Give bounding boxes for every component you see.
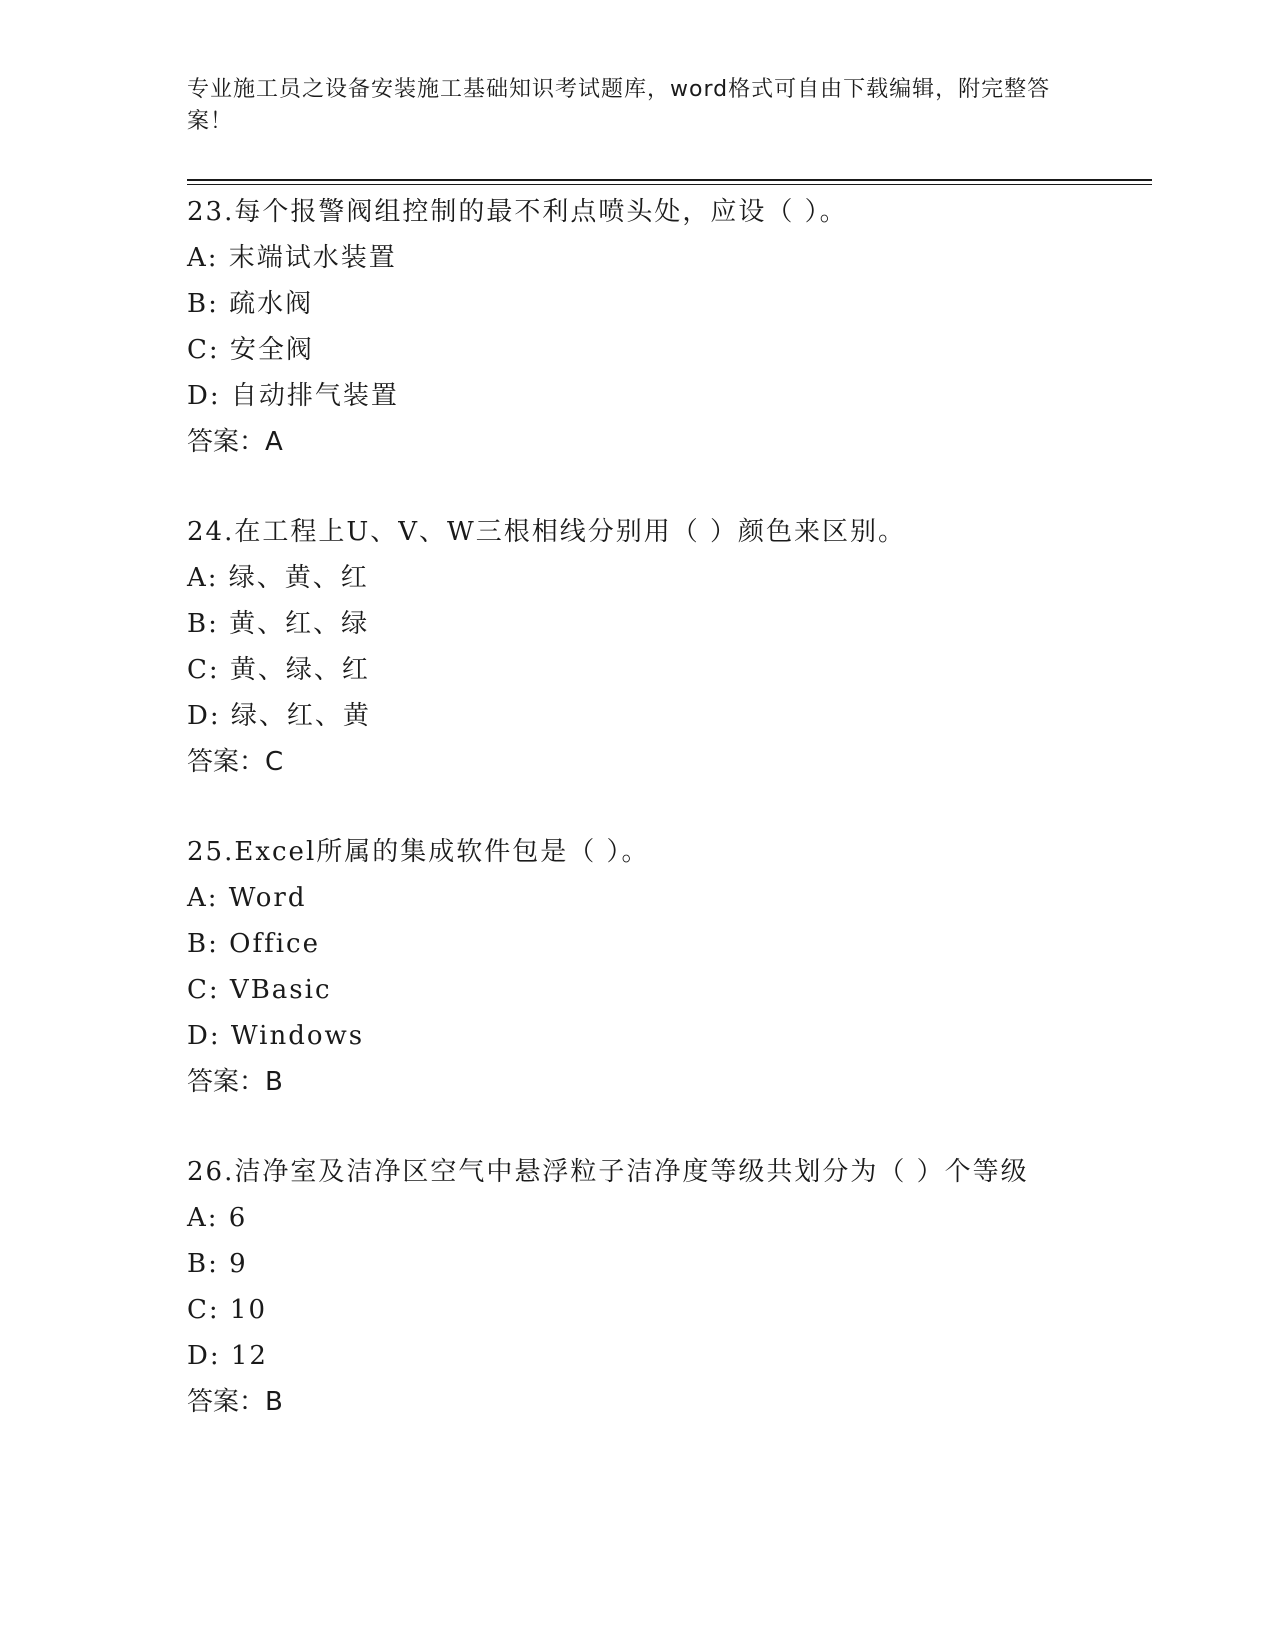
answer-line: 答案：A xyxy=(187,427,283,457)
option-c: C: 10 xyxy=(187,1295,268,1325)
question-26 xyxy=(187,1149,1147,1425)
question-stem: 24.在工程上U、V、W三根相线分别用（ ）颜色来区别。 xyxy=(187,517,907,547)
question-stem: 26.洁净室及洁净区空气中悬浮粒子洁净度等级共划分为（ ）个等级 xyxy=(187,1157,1029,1187)
question-25 xyxy=(187,829,1147,1105)
answer-line: 答案：B xyxy=(187,1387,283,1417)
question-24 xyxy=(187,509,1147,785)
option-a: A: 绿、黄、红 xyxy=(187,563,369,593)
option-a: A: 6 xyxy=(187,1203,248,1233)
option-c: C: VBasic xyxy=(187,975,332,1005)
option-d: D: Windows xyxy=(187,1021,365,1051)
option-c: C: 安全阀 xyxy=(187,335,314,365)
option-c: C: 黄、绿、红 xyxy=(187,655,370,685)
answer-line: 答案：C xyxy=(187,747,284,777)
document-intro: 专业施工员之设备安装施工基础知识考试题库，word格式可自由下载编辑，附完整答案！ xyxy=(187,77,1051,134)
question-stem: 23.每个报警阀组控制的最不利点喷头处，应设（ ）。 xyxy=(187,197,848,227)
option-b: B: 黄、红、绿 xyxy=(187,609,370,639)
option-a: A: 末端试水装置 xyxy=(187,243,397,273)
option-d: D: 自动排气装置 xyxy=(187,381,399,411)
answer-line: 答案：B xyxy=(187,1067,283,1097)
option-b: B: Office xyxy=(187,929,320,959)
header-divider-thick xyxy=(187,179,1152,181)
question-stem: 25.Excel所属的集成软件包是（ ）。 xyxy=(187,837,650,867)
option-d: D: 12 xyxy=(187,1341,268,1371)
option-a: A: Word xyxy=(187,883,307,913)
question-23 xyxy=(187,189,1147,465)
header-divider-thin xyxy=(187,184,1152,185)
option-b: B: 9 xyxy=(187,1249,248,1279)
option-b: B: 疏水阀 xyxy=(187,289,314,319)
option-d: D: 绿、红、黄 xyxy=(187,701,371,731)
